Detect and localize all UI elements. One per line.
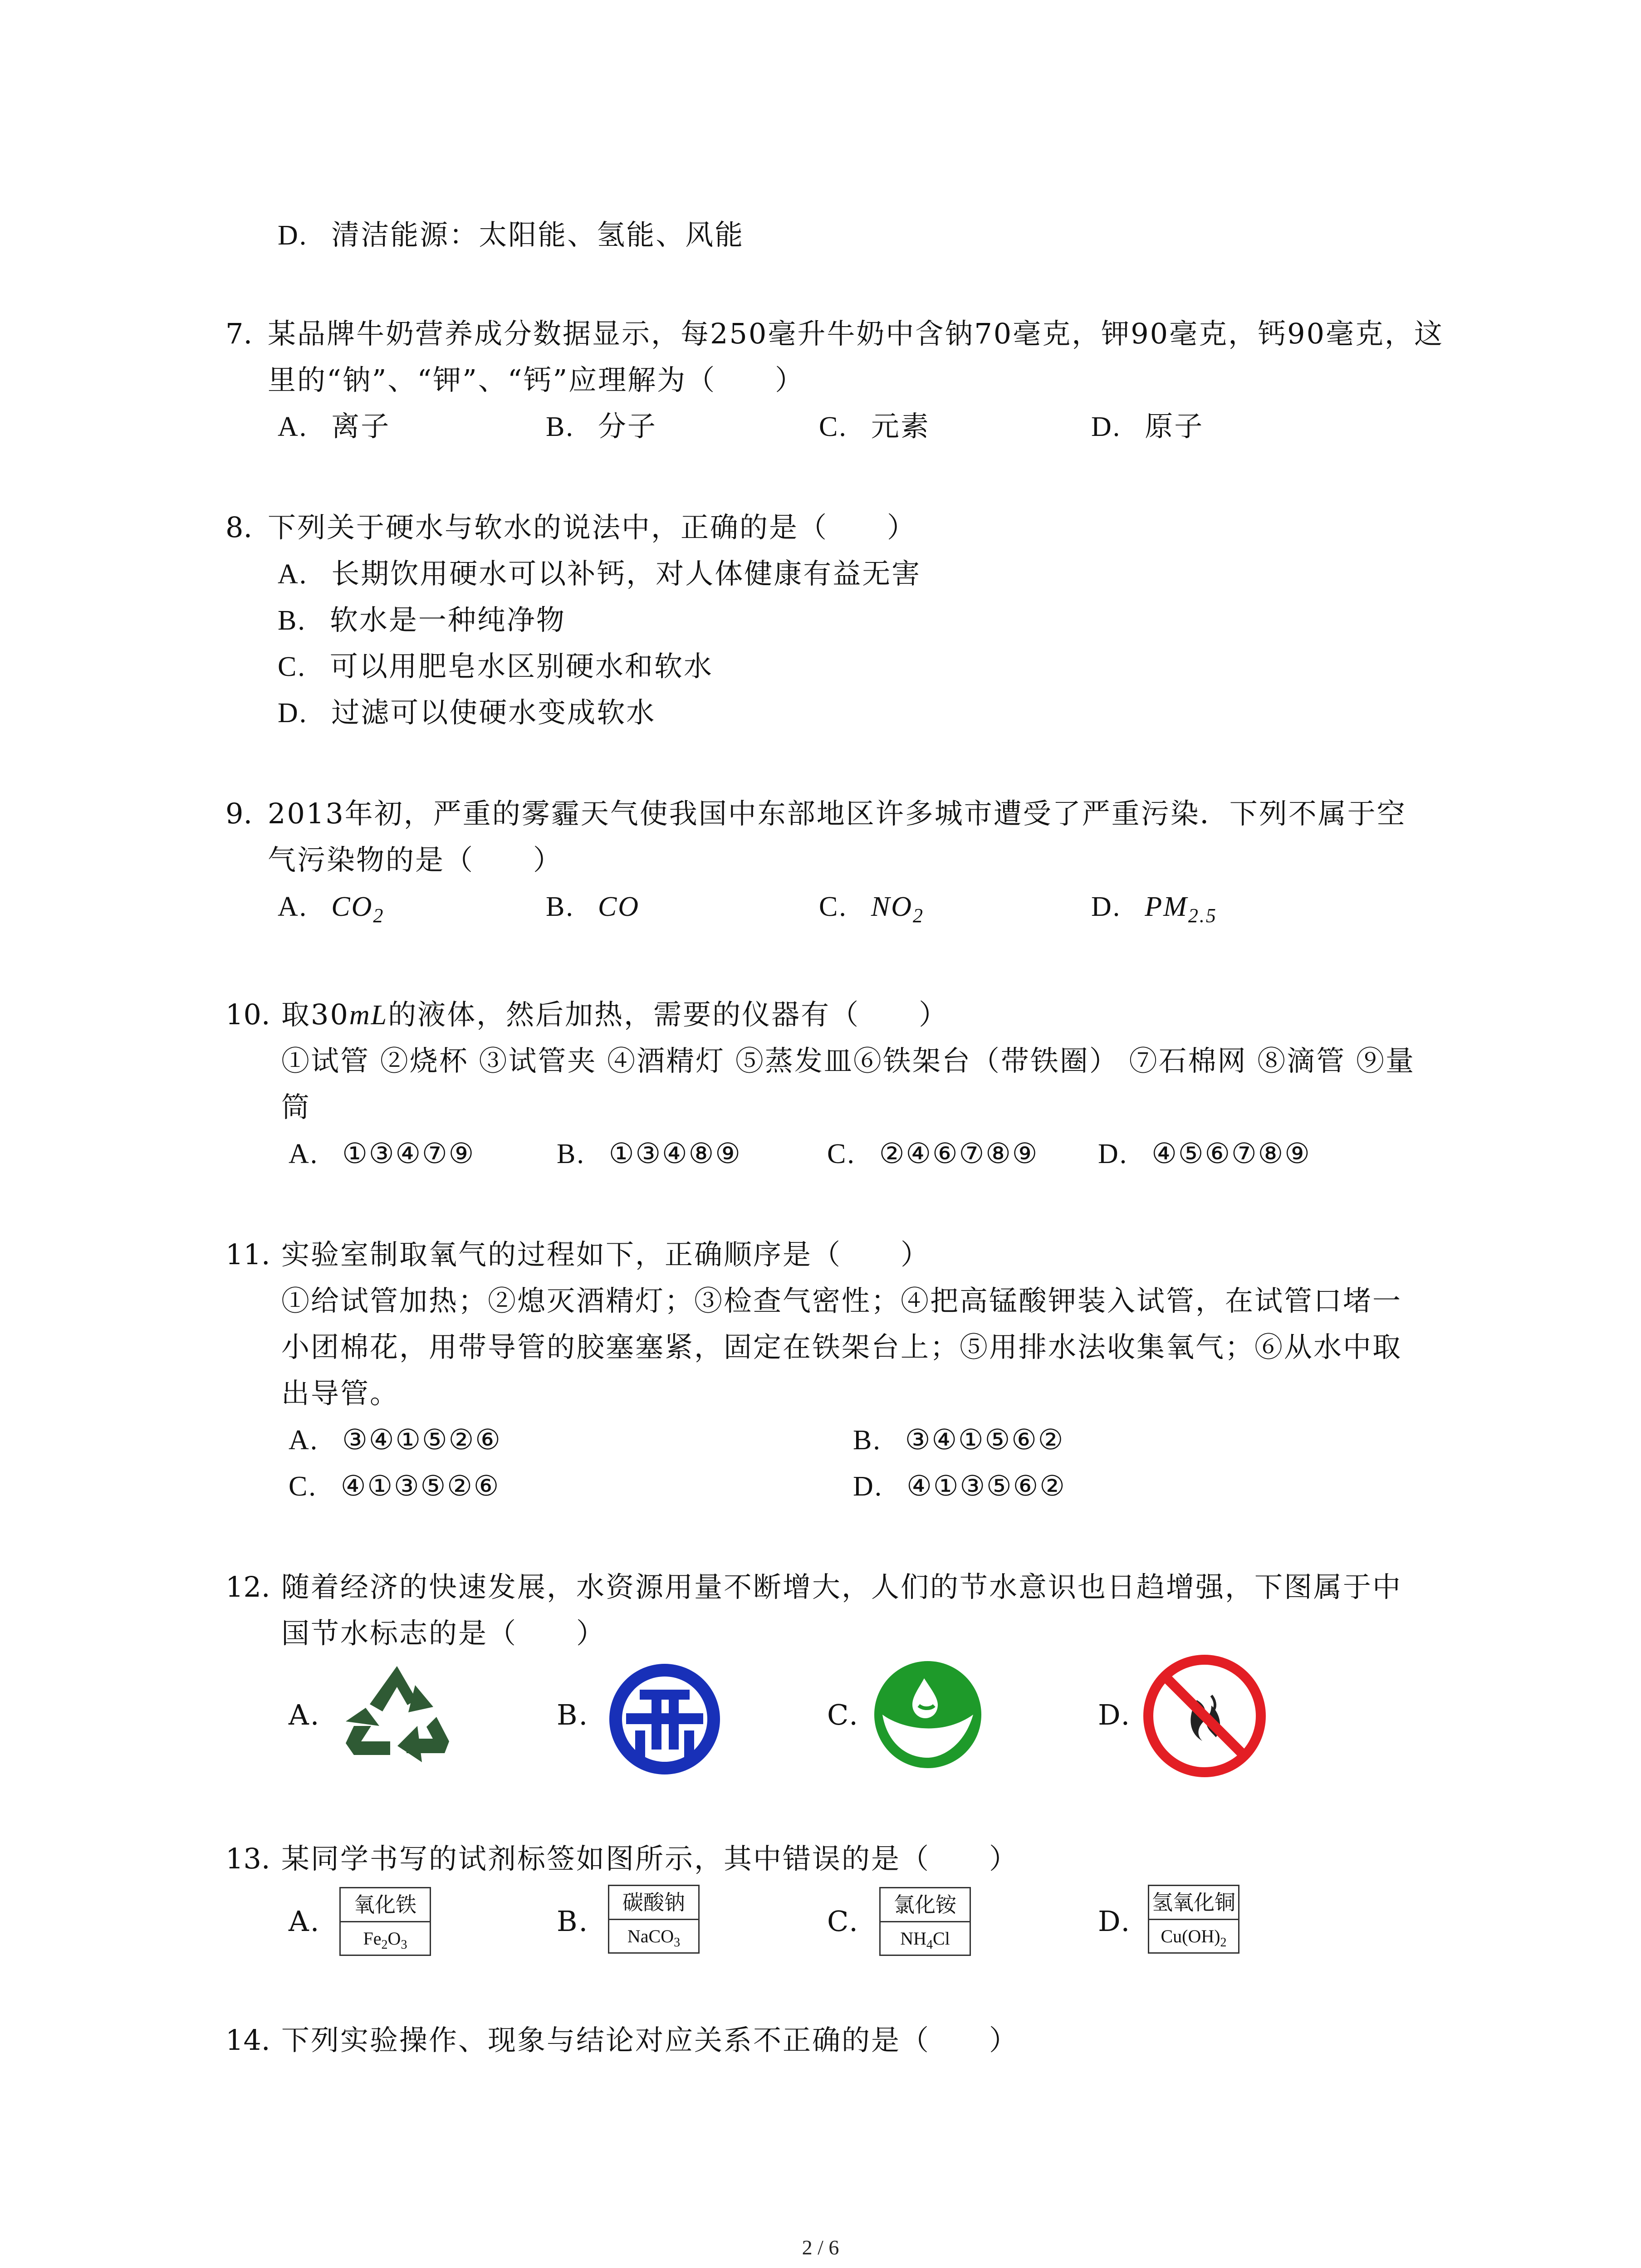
q10-stem-line2: ①试管 ②烧杯 ③试管夹 ④酒精灯 ⑤蒸发皿⑥铁架台（带铁圈） ⑦石棉网 ⑧滴管 ⑨量 bbox=[281, 1044, 1415, 1077]
q10-option-c: C. ②④⑥⑦⑧⑨ bbox=[827, 1137, 1039, 1170]
label-name: 碳酸钠 bbox=[609, 1886, 698, 1920]
q7-option-c: C. 元素 bbox=[819, 410, 930, 443]
q13-option-d-key: D. bbox=[1098, 1905, 1132, 1938]
q7-stem-line2: 里的“钠”、“钾”、“钙”应理解为（ ） bbox=[268, 363, 805, 396]
label-formula: $NH_4Cl$ bbox=[900, 1928, 950, 1952]
label-name: 氯化铵 bbox=[881, 1888, 970, 1922]
q12-option-a-key: A. bbox=[289, 1698, 321, 1731]
q10-stem-line1: 取30mL的液体，然后加热，需要的仪器有（ ） bbox=[281, 998, 949, 1031]
q8-option-a: A. 长期饮用硬水可以补钙，对人体健康有益无害 bbox=[278, 557, 921, 590]
option-text: 清洁能源：太阳能、氢能、风能 bbox=[331, 218, 745, 251]
q10-option-d: D. ④⑤⑥⑦⑧⑨ bbox=[1098, 1137, 1311, 1170]
q8-option-b: B. 软水是一种纯净物 bbox=[278, 603, 566, 636]
water-saving-blue-icon bbox=[608, 1662, 721, 1776]
q9-stem-line2: 气污染物的是（ ） bbox=[268, 843, 563, 876]
q9-option-d: D. $PM_{2.5}$ bbox=[1091, 891, 1217, 927]
label-formula: NaCO$_3$ bbox=[627, 1926, 681, 1950]
label-formula: $Fe_2O_3$ bbox=[363, 1928, 407, 1952]
q7-option-d: D. 原子 bbox=[1091, 410, 1204, 443]
recycling-icon bbox=[336, 1658, 458, 1771]
q8-option-d: D. 过滤可以使硬水变成软水 bbox=[278, 696, 656, 729]
page-number: 2 / 6 bbox=[802, 2236, 839, 2259]
q10-option-a: A. ①③④⑦⑨ bbox=[289, 1137, 475, 1170]
no-fire-icon bbox=[1143, 1655, 1266, 1777]
reagent-label-a bbox=[339, 1887, 431, 1956]
q8-stem: 下列关于硬水与软水的说法中，正确的是（ ） bbox=[268, 511, 917, 544]
q12-stem-line2: 国节水标志的是（ ） bbox=[281, 1617, 606, 1650]
q13-option-c-key: C. bbox=[827, 1905, 859, 1938]
q7-option-a: A. 离子 bbox=[278, 410, 391, 443]
reagent-label-d bbox=[1148, 1885, 1239, 1954]
q13-number: 13. bbox=[225, 1842, 270, 1875]
q11-stem-line4: 出导管。 bbox=[281, 1377, 400, 1410]
q11-option-c: C. ④①③⑤②⑥ bbox=[289, 1469, 500, 1502]
q14-number: 14. bbox=[225, 2024, 270, 2057]
q6-option-d bbox=[278, 218, 745, 251]
q11-stem-line2: ①给试管加热；②熄灭酒精灯；③检查气密性；④把高锰酸钾装入试管，在试管口堵一 bbox=[281, 1284, 1402, 1317]
q11-number: 11. bbox=[225, 1238, 270, 1271]
q8-number: 8. bbox=[225, 511, 253, 544]
q7-number: 7. bbox=[225, 317, 253, 350]
water-drop-green-icon bbox=[873, 1660, 982, 1769]
label-name: 氢氧化铜 bbox=[1149, 1886, 1238, 1920]
q14-stem: 下列实验操作、现象与结论对应关系不正确的是（ ） bbox=[281, 2024, 1019, 2057]
q11-option-b: B. ③④①⑤⑥② bbox=[853, 1423, 1065, 1456]
q8-option-c: C. 可以用肥皂水区别硬水和软水 bbox=[278, 650, 713, 683]
label-name: 氧化铁 bbox=[341, 1888, 430, 1922]
q9-option-c: C. $NO_2$ bbox=[819, 891, 924, 927]
reagent-label-b bbox=[608, 1885, 700, 1954]
q13-option-a-key: A. bbox=[289, 1905, 321, 1938]
q10-stem-line3: 筒 bbox=[281, 1090, 311, 1124]
q12-option-d-key: D. bbox=[1098, 1698, 1132, 1731]
q11-stem-line1: 实验室制取氧气的过程如下，正确顺序是（ ） bbox=[281, 1238, 931, 1271]
q9-number: 9. bbox=[225, 797, 253, 830]
reagent-label-c bbox=[879, 1887, 971, 1956]
q12-number: 12. bbox=[225, 1570, 270, 1603]
label-formula: $Cu(OH)_2$ bbox=[1161, 1926, 1227, 1950]
q12-option-b-key: B. bbox=[557, 1698, 589, 1731]
q11-option-a: A. ③④①⑤②⑥ bbox=[289, 1423, 502, 1456]
q9-option-b: B. CO bbox=[546, 891, 640, 922]
option-key: D. bbox=[278, 220, 308, 251]
q10-number: 10. bbox=[225, 998, 270, 1031]
q11-stem-line3: 小团棉花，用带导管的胶塞塞紧，固定在铁架台上；⑤用排水法收集氧气；⑥从水中取 bbox=[281, 1330, 1402, 1364]
q7-option-b: B. 分子 bbox=[546, 410, 657, 443]
q12-stem-line1: 随着经济的快速发展，水资源用量不断增大，人们的节水意识也日趋增强，下图属于中 bbox=[281, 1570, 1402, 1603]
q10-option-b: B. ①③④⑧⑨ bbox=[557, 1137, 742, 1170]
q9-option-a: A. $CO_2$ bbox=[278, 891, 385, 927]
q9-stem-line1: 2013年初，严重的雾霾天气使我国中东部地区许多城市遭受了严重污染．下列不属于空 bbox=[268, 797, 1406, 830]
q7-stem-line1: 某品牌牛奶营养成分数据显示，每250毫升牛奶中含钠70毫克，钾90毫克，钙90毫克，这 bbox=[268, 317, 1444, 350]
q13-stem: 某同学书写的试剂标签如图所示，其中错误的是（ ） bbox=[281, 1842, 1019, 1875]
q12-option-c-key: C. bbox=[827, 1698, 859, 1731]
q13-option-b-key: B. bbox=[557, 1905, 589, 1938]
q11-option-d: D. ④①③⑤⑥② bbox=[853, 1469, 1066, 1502]
